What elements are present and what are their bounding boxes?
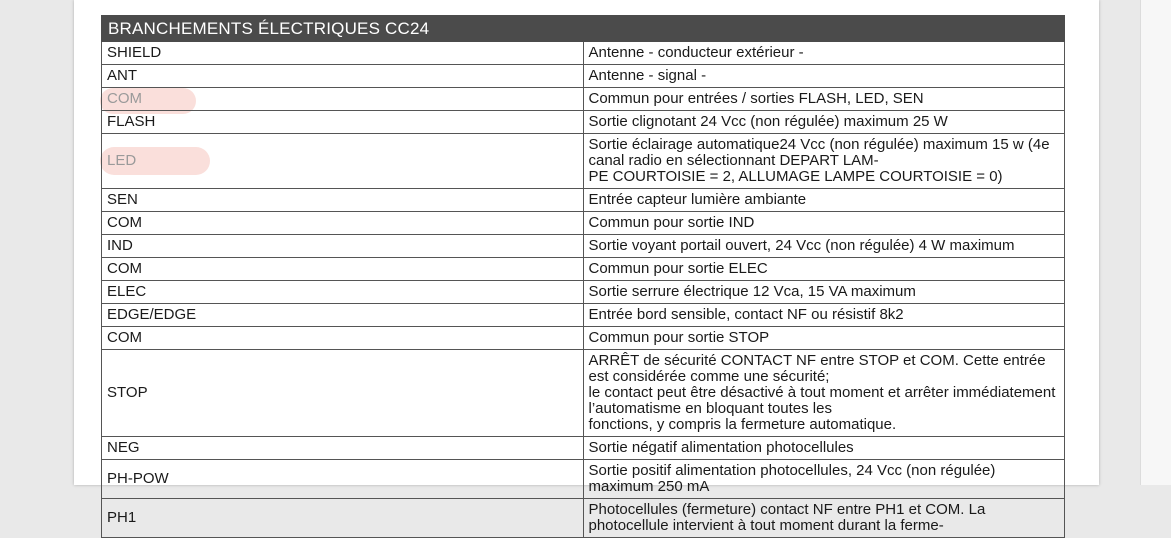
terminal-code: LED <box>102 134 584 189</box>
table-row <box>102 350 1065 437</box>
table-row <box>102 235 1065 258</box>
table-body <box>102 42 1065 538</box>
table-row <box>102 88 1065 111</box>
table-row <box>102 212 1065 235</box>
terminal-code: ELEC <box>102 281 584 304</box>
terminal-code: COM <box>102 327 584 350</box>
terminal-description: Sortie voyant portail ouvert, 24 Vcc (non régulée) 4 W maximum <box>583 235 1065 258</box>
connections-table-wrapper <box>101 15 1065 534</box>
terminal-code: STOP <box>102 350 584 437</box>
terminal-code: SHIELD <box>102 42 584 65</box>
table-row <box>102 189 1065 212</box>
table-row <box>102 281 1065 304</box>
terminal-code: COM <box>102 258 584 281</box>
terminal-description: Sortie clignotant 24 Vcc (non régulée) maximum 25 W <box>583 111 1065 134</box>
scroll-margin <box>1140 0 1171 485</box>
terminal-description: ARRÊT de sécurité CONTACT NF entre STOP et COM. Cette entrée est considérée comme une sécurité; le contact peut être désactivé à tout moment et arrêter immédiatement l’automatisme en bloquant toutes les fonctions, y compris la fermeture automatique. <box>583 350 1065 437</box>
terminal-description: Sortie négatif alimentation photocellules <box>583 437 1065 460</box>
terminal-description: Antenne - conducteur extérieur - <box>583 42 1065 65</box>
table-title: BRANCHEMENTS ÉLECTRIQUES CC24 <box>102 16 1065 42</box>
table-row <box>102 134 1065 189</box>
table-row <box>102 258 1065 281</box>
connections-table <box>101 15 1065 538</box>
terminal-description: Antenne - signal - <box>583 65 1065 88</box>
table-row <box>102 437 1065 460</box>
terminal-code: FLASH <box>102 111 584 134</box>
terminal-code: ANT <box>102 65 584 88</box>
terminal-description: Sortie positif alimentation photocellules, 24 Vcc (non régulée) maximum 250 mA <box>583 460 1065 499</box>
terminal-code: COM <box>102 212 584 235</box>
terminal-description: Entrée bord sensible, contact NF ou résistif 8k2 <box>583 304 1065 327</box>
terminal-description: Sortie éclairage automatique24 Vcc (non régulée) maximum 15 w (4e canal radio en sélectionnant DEPART LAM- PE COURTOISIE = 2, ALLUMAGE LAMPE COURTOISIE = 0) <box>583 134 1065 189</box>
terminal-description: Photocellules (fermeture) contact NF entre PH1 et COM. La photocellule intervient à tout moment durant la ferme- <box>583 499 1065 538</box>
terminal-code: IND <box>102 235 584 258</box>
terminal-description: Commun pour sortie STOP <box>583 327 1065 350</box>
terminal-description: Sortie serrure électrique 12 Vca, 15 VA maximum <box>583 281 1065 304</box>
terminal-description: Entrée capteur lumière ambiante <box>583 189 1065 212</box>
terminal-code: COM <box>102 88 584 111</box>
terminal-description: Commun pour entrées / sorties FLASH, LED, SEN <box>583 88 1065 111</box>
terminal-description: Commun pour sortie IND <box>583 212 1065 235</box>
table-row <box>102 327 1065 350</box>
table-row <box>102 42 1065 65</box>
terminal-description: Commun pour sortie ELEC <box>583 258 1065 281</box>
terminal-code: NEG <box>102 437 584 460</box>
terminal-code: PH-POW <box>102 460 584 499</box>
table-row <box>102 460 1065 499</box>
terminal-code: SEN <box>102 189 584 212</box>
table-row <box>102 111 1065 134</box>
table-row <box>102 304 1065 327</box>
table-row <box>102 499 1065 538</box>
terminal-code: PH1 <box>102 499 584 538</box>
terminal-code: EDGE/EDGE <box>102 304 584 327</box>
table-row <box>102 65 1065 88</box>
